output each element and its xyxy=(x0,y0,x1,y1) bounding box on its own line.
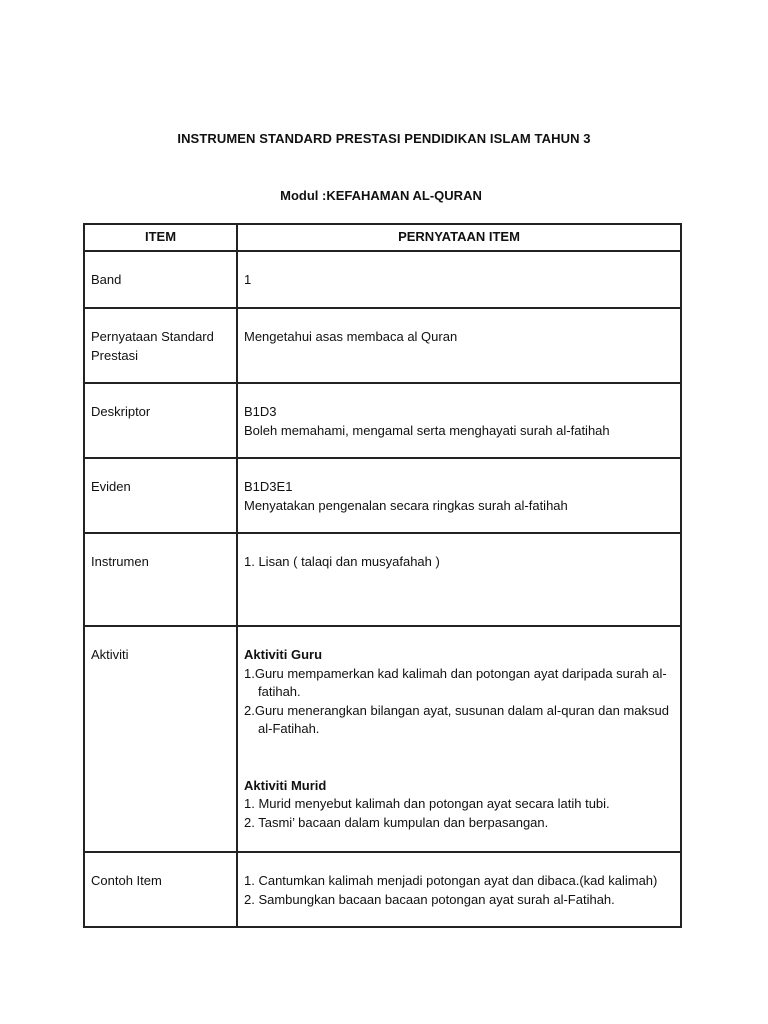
table-row xyxy=(84,251,681,308)
aktiviti-murid-item: 1. Murid menyebut kalimah dan potongan ayat secara latih tubi. xyxy=(244,796,610,811)
table-row xyxy=(84,458,681,533)
table-row xyxy=(84,852,681,927)
aktiviti-guru-heading: Aktiviti Guru xyxy=(244,647,323,662)
row-label-band: Band xyxy=(91,272,122,287)
table-row xyxy=(84,308,681,383)
header-item: ITEM xyxy=(84,224,237,251)
eviden-code: B1D3E1 xyxy=(244,479,293,494)
eviden-value: Menyatakan pengenalan secara ringkas surah al-fatihah xyxy=(244,497,568,513)
table-row xyxy=(84,383,681,458)
row-label-eviden: Eviden xyxy=(91,479,131,494)
contoh-item: 1. Cantumkan kalimah menjadi potongan ayat dan dibaca.(kad kalimah) xyxy=(244,873,658,888)
row-label-instrumen: Instrumen xyxy=(91,554,149,569)
psp-value: Mengetahui asas membaca al Quran xyxy=(244,329,458,344)
table-header-row xyxy=(84,224,681,251)
deskriptor-code: B1D3 xyxy=(244,404,277,419)
deskriptor-value: Boleh memahami, mengamal serta menghayati surah al-fatihah xyxy=(244,422,610,438)
document-title: INSTRUMEN STANDARD PRESTASI PENDIDIKAN ISLAM TAHUN 3 xyxy=(177,131,591,146)
instrument-table xyxy=(83,223,682,928)
aktiviti-guru-item: 2.Guru menerangkan bilangan ayat, susunan dalam al-quran dan maksud al-Fatihah. xyxy=(244,702,669,736)
row-label-deskriptor: Deskriptor xyxy=(91,404,151,419)
contoh-item: 2. Sambungkan bacaan bacaan potongan ayat surah al-Fatihah. xyxy=(244,891,615,907)
aktiviti-guru-item: 1.Guru mempamerkan kad kalimah dan potongan ayat daripada surah al-fatihah. xyxy=(244,665,667,699)
row-label-aktiviti: Aktiviti xyxy=(91,647,129,662)
row-label-psp: Pernyataan Standard Prestasi xyxy=(91,329,214,363)
aktiviti-murid-item: 2. Tasmi’ bacaan dalam kumpulan dan berpasangan. xyxy=(244,814,549,830)
band-value: 1 xyxy=(244,272,252,287)
table-row xyxy=(84,626,681,852)
module-subtitle: Modul :KEFAHAMAN AL-QURAN xyxy=(280,188,482,203)
table-row xyxy=(84,533,681,626)
row-label-contoh-item: Contoh Item xyxy=(91,873,162,888)
instrumen-value: 1. Lisan ( talaqi dan musyafahah ) xyxy=(244,554,440,569)
header-pernyataan-item: PERNYATAAN ITEM xyxy=(237,224,681,251)
aktiviti-murid-heading: Aktiviti Murid xyxy=(244,777,327,793)
